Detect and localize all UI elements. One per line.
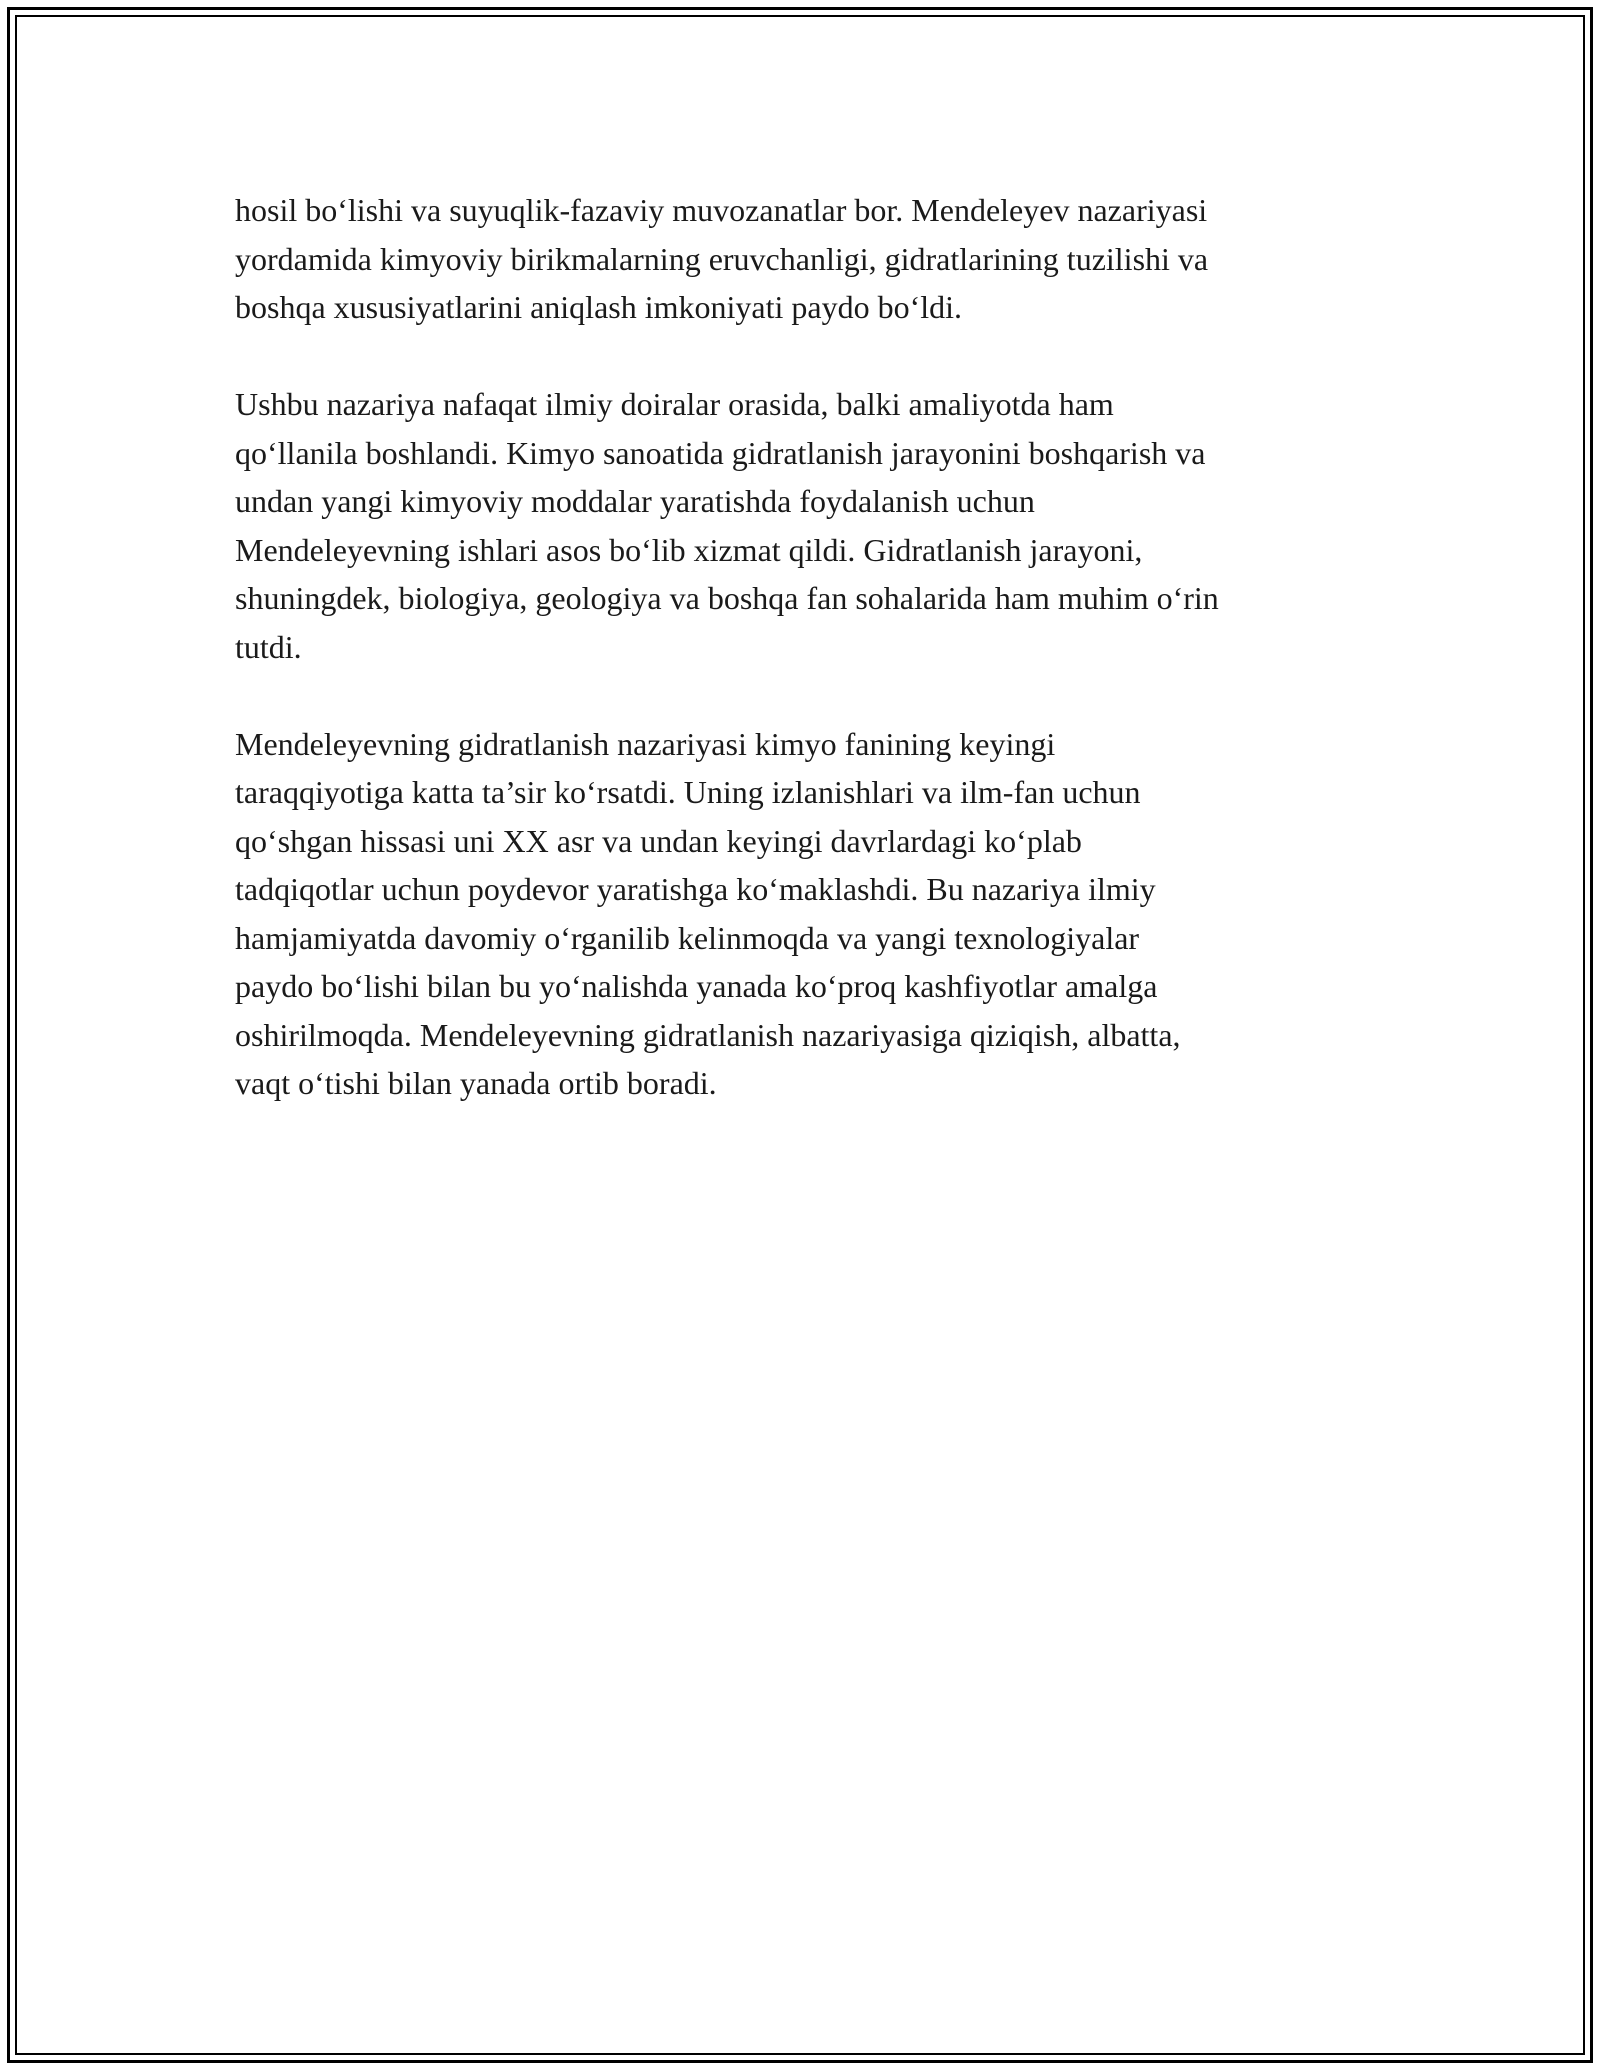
text-line: qo‘shgan hissasi uni XX asr va undan keyingi davrlardagi ko‘plab <box>235 822 1082 859</box>
paragraph-1 <box>235 186 1385 332</box>
paragraph-3 <box>235 720 1385 1108</box>
document-body <box>235 186 1385 1156</box>
paragraph-2 <box>235 380 1385 671</box>
text-line: boshqa xususiyatlarini aniqlash imkoniyati paydo bo‘ldi. <box>235 289 963 325</box>
text-line: tadqiqotlar uchun poydevor yaratishga ko‘maklashdi. Bu nazariya ilmiy <box>235 871 1156 907</box>
text-line: Mendeleyevning gidratlanish nazariyasi kimyo fanining keyingi <box>235 725 1056 762</box>
text-line: hamjamiyatda davomiy o‘rganilib kelinmoqda va yangi texnologiyalar <box>235 919 1140 956</box>
text-line: tutdi. <box>235 628 302 665</box>
text-line: yordamida kimyoviy birikmalarning eruvchanligi, gidratlarining tuzilishi va <box>235 240 1209 277</box>
text-line: vaqt o‘tishi bilan yanada ortib boradi. <box>235 1065 717 1101</box>
text-line: Ushbu nazariya nafaqat ilmiy doiralar orasida, balki amaliyotda ham <box>235 386 1114 422</box>
text-line: hosil bo‘lishi va suyuqlik-fazaviy muvozanatlar bor. Mendeleyev nazariyasi <box>235 192 1208 228</box>
text-line: paydo bo‘lishi bilan bu yo‘nalishda yanada ko‘proq kashfiyotlar amalga <box>235 968 1158 1004</box>
text-line: taraqqiyotiga katta ta’sir ko‘rsatdi. Uning izlanishlari va ilm-fan uchun <box>235 774 1141 810</box>
text-line: shuningdek, biologiya, geologiya va boshqa fan sohalarida ham muhim o‘rin <box>235 580 1219 616</box>
text-line: Mendeleyevning ishlari asos bo‘lib xizmat qildi. Gidratlanish jarayoni, <box>235 531 1143 568</box>
text-line: oshirilmoqda. Mendeleyevning gidratlanish nazariyasiga qiziqish, albatta, <box>235 1016 1181 1053</box>
text-line: undan yangi kimyoviy moddalar yaratishda foydalanish uchun <box>235 483 1035 519</box>
text-line: qo‘llanila boshlandi. Kimyo sanoatida gidratlanish jarayonini boshqarish va <box>235 434 1206 471</box>
